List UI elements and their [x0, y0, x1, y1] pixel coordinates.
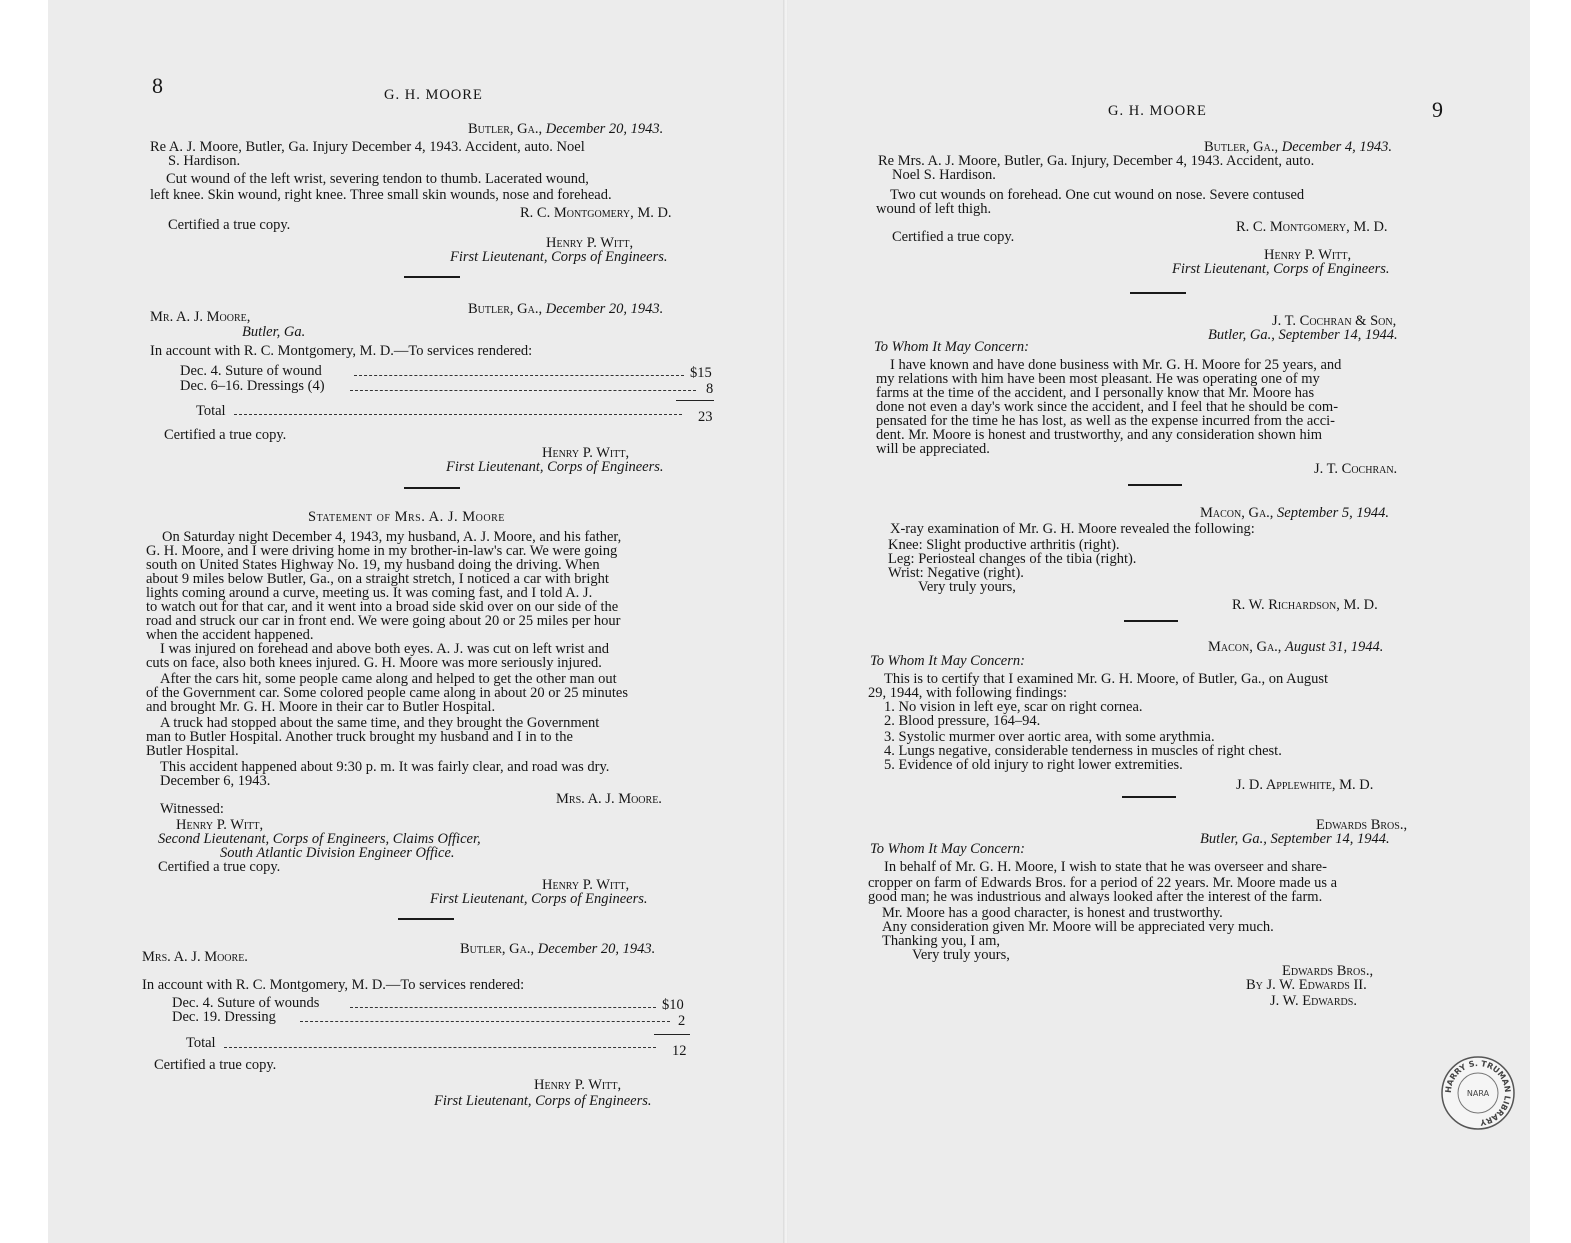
firm-name: Edwards Bros.,	[1316, 817, 1408, 833]
addressee: Mr. A. J. Moore,	[150, 309, 251, 325]
re-line-cont: Noel S. Hardison.	[892, 167, 996, 183]
statement-line: and brought Mr. G. H. Moore in their car to Butler Hospital.	[146, 699, 496, 715]
officer-title: First Lieutenant, Corps of Engineers.	[446, 459, 664, 475]
re-line: Re A. J. Moore, Butler, Ga. Injury December 4, 1943. Accident, auto. Noel	[150, 139, 585, 155]
account-line: In account with R. C. Montgomery, M. D.—To services rendered:	[150, 343, 533, 359]
witness-title: Second Lieutenant, Corps of Engineers, Claims Officer,	[158, 831, 481, 847]
letter-line: Thanking you, I am,	[882, 933, 1000, 949]
officer-name: Henry P. Witt,	[1264, 247, 1352, 263]
letter-line: I have known and have done business with Mr. G. H. Moore for 25 years, and	[890, 357, 1342, 373]
letter-line: good man; he was industrious and always looked after the interest of the farm.	[868, 889, 1323, 905]
dot-leader	[350, 1007, 656, 1008]
finding-line: Knee: Slight productive arthritis (right).	[888, 537, 1120, 553]
signer: J. D. Applewhite, M. D.	[1236, 777, 1374, 793]
salutation: To Whom It May Concern:	[870, 841, 1025, 857]
statement-line: This accident happened about 9:30 p. m. It was fairly clear, and road was dry.	[160, 759, 610, 775]
officer-name: Henry P. Witt,	[542, 445, 630, 461]
letter-line: Any consideration given Mr. Moore will be appreciated very much.	[882, 919, 1274, 935]
stamp-center-text: NARA	[1466, 1089, 1490, 1098]
officer-title: First Lieutenant, Corps of Engineers.	[1172, 261, 1390, 277]
finding-line: 1. No vision in left eye, scar on right cornea.	[884, 699, 1143, 715]
signer: R. C. Montgomery, M. D.	[520, 205, 672, 221]
right-page	[788, 0, 1530, 1243]
letter-line: farms at the time of the accident, and I personally know that Mr. Moore has	[876, 385, 1315, 401]
separator-rule	[1124, 620, 1178, 622]
statement-line: road and struck our car in front end. We were going about 20 or 25 miles per hour	[146, 613, 621, 629]
closing: Very truly yours,	[912, 947, 1010, 963]
signer: J. T. Cochran.	[1314, 461, 1398, 477]
dateline: Butler, Ga., September 14, 1944.	[1200, 831, 1390, 847]
separator-rule	[1122, 796, 1176, 798]
re-line-cont: S. Hardison.	[168, 153, 241, 169]
dateline: Butler, Ga., December 20, 1943.	[460, 941, 656, 957]
running-head: G. H. MOORE	[384, 87, 483, 103]
statement-signer: Mrs. A. J. Moore.	[556, 791, 662, 807]
dot-leader	[234, 414, 682, 415]
separator-rule	[1130, 292, 1186, 294]
bill-item-amount: $15	[690, 365, 712, 381]
total-label: Total	[196, 403, 226, 419]
finding-line: Leg: Periosteal changes of the tibia (right).	[888, 551, 1137, 567]
statement-line: when the accident happened.	[146, 627, 314, 643]
total-label: Total	[186, 1035, 216, 1051]
total-amount: 23	[698, 409, 713, 425]
certified-note: Certified a true copy.	[154, 1057, 277, 1073]
officer-name: Henry P. Witt,	[542, 877, 630, 893]
separator-rule	[1128, 484, 1182, 486]
address: Butler, Ga.	[242, 324, 306, 340]
statement-line: G. H. Moore, and I were driving home in my brother-in-law's car. We were going	[146, 543, 618, 559]
letter-line: 29, 1944, with following findings:	[868, 685, 1067, 701]
dot-leader	[300, 1021, 670, 1022]
statement-line: December 6, 1943.	[160, 773, 271, 789]
statement-line: I was injured on forehead and above both eyes. A. J. was cut on left wrist and	[160, 641, 609, 657]
addressee: Mrs. A. J. Moore.	[142, 949, 248, 965]
total-amount: 12	[672, 1043, 687, 1059]
bill-item-amount: $10	[662, 997, 684, 1013]
officer-name: Henry P. Witt,	[534, 1077, 622, 1093]
statement-line: man to Butler Hospital. Another truck brought my husband and I in to the	[146, 729, 573, 745]
letter-line: In behalf of Mr. G. H. Moore, I wish to state that he was overseer and share-	[884, 859, 1327, 875]
body-text: wound of left thigh.	[876, 201, 992, 217]
letter-line: my relations with him have been most pleasant. He was operating one of my	[876, 371, 1320, 387]
bill-item-label: Dec. 4. Suture of wound	[180, 363, 322, 379]
certified-note: Certified a true copy.	[892, 229, 1015, 245]
certified-note: Certified a true copy.	[158, 859, 281, 875]
witness-title: South Atlantic Division Engineer Office.	[220, 845, 455, 861]
running-head: G. H. MOORE	[1108, 103, 1207, 119]
finding-line: 4. Lungs negative, considerable tenderness in muscles of right chest.	[884, 743, 1282, 759]
officer-name: Henry P. Witt,	[546, 235, 634, 251]
statement-line: cuts on face, also both knees injured. G. H. Moore was more seriously injured.	[146, 655, 602, 671]
bill-item-label: Dec. 6–16. Dressings (4)	[180, 378, 325, 394]
page-number: 9	[1432, 97, 1443, 122]
stamp-text: HARRY S. TRUMAN LIBRARY	[1443, 1058, 1513, 1127]
finding-line: Wrist: Negative (right).	[888, 565, 1024, 581]
statement-line: lights coming around a curve, meeting us. It was coming fast, and I told A. J.	[146, 585, 593, 601]
bill-item-label: Dec. 4. Suture of wounds	[172, 995, 320, 1011]
letter-line: This is to certify that I examined Mr. G. H. Moore, of Butler, Ga., on August	[884, 671, 1329, 687]
sum-line	[676, 400, 714, 401]
dot-leader	[354, 375, 684, 376]
statement-line: Butler Hospital.	[146, 743, 239, 759]
archive-stamp	[1440, 1055, 1516, 1131]
dateline: Butler, Ga., December 20, 1943.	[468, 301, 664, 317]
separator-rule	[398, 918, 454, 920]
salutation: To Whom It May Concern:	[874, 339, 1029, 355]
finding-line: 2. Blood pressure, 164–94.	[884, 713, 1041, 729]
letter-line: pensated for the time he has lost, as well as the expense incurred from the acci-	[876, 413, 1335, 429]
dateline: Butler, Ga., December 20, 1943.	[468, 121, 664, 137]
dateline: Macon, Ga., August 31, 1944.	[1208, 639, 1384, 655]
letter-line: Mr. Moore has a good character, is honest and trustworthy.	[882, 905, 1223, 921]
dateline: Butler, Ga., December 4, 1943.	[1204, 139, 1393, 155]
finding-line: 5. Evidence of old injury to right lower extremities.	[884, 757, 1183, 773]
officer-title: First Lieutenant, Corps of Engineers.	[450, 249, 668, 265]
firm-name: J. T. Cochran & Son,	[1272, 313, 1397, 329]
officer-title: First Lieutenant, Corps of Engineers.	[434, 1093, 652, 1109]
bill-item-amount: 8	[706, 381, 714, 397]
body-text: Cut wound of the left wrist, severing tendon to thumb. Lacerated wound,	[166, 171, 589, 187]
dateline: Macon, Ga., September 5, 1944.	[1200, 505, 1389, 521]
salutation: To Whom It May Concern:	[870, 653, 1025, 669]
letter-line: X-ray examination of Mr. G. H. Moore revealed the following:	[890, 521, 1255, 537]
signer: J. W. Edwards.	[1270, 993, 1357, 1009]
witness-name: Henry P. Witt,	[176, 817, 264, 833]
page-number: 8	[152, 73, 163, 98]
signer: By J. W. Edwards II.	[1246, 977, 1367, 993]
signer: Edwards Bros.,	[1282, 963, 1374, 979]
body-text: left knee. Skin wound, right knee. Three small skin wounds, nose and forehead.	[150, 187, 612, 203]
certified-note: Certified a true copy.	[168, 217, 291, 233]
dateline: Butler, Ga., September 14, 1944.	[1208, 327, 1398, 343]
statement-line: south on United States Highway No. 19, my husband doing the driving. When	[146, 557, 600, 573]
dot-leader	[350, 390, 696, 391]
separator-rule	[404, 276, 460, 278]
separator-rule	[404, 487, 460, 489]
signer: R. W. Richardson, M. D.	[1232, 597, 1378, 613]
closing: Very truly yours,	[918, 579, 1016, 595]
statement-line: about 9 miles below Butler, Ga., on a straight stretch, I noticed a car with bright	[146, 571, 609, 587]
statement-line: On Saturday night December 4, 1943, my husband, A. J. Moore, and his father,	[162, 529, 622, 545]
re-line: Re Mrs. A. J. Moore, Butler, Ga. Injury, December 4, 1943. Accident, auto.	[878, 153, 1315, 169]
letter-line: dent. Mr. Moore is honest and trustworthy, and any consideration shown him	[876, 427, 1323, 443]
account-line: In account with R. C. Montgomery, M. D.—To services rendered:	[142, 977, 525, 993]
letter-line: cropper on farm of Edwards Bros. for a period of 22 years. Mr. Moore made us a	[868, 875, 1338, 891]
officer-title: First Lieutenant, Corps of Engineers.	[430, 891, 648, 907]
witnessed-label: Witnessed:	[160, 801, 224, 817]
statement-heading: Statement of Mrs. A. J. Moore	[308, 509, 505, 525]
statement-line: After the cars hit, some people came along and helped to get the other man out	[160, 671, 617, 687]
dot-leader	[224, 1047, 656, 1048]
statement-line: A truck had stopped about the same time, and they brought the Government	[160, 715, 600, 731]
certified-note: Certified a true copy.	[164, 427, 287, 443]
left-page	[48, 0, 783, 1243]
bill-item-label: Dec. 19. Dressing	[172, 1009, 276, 1025]
body-text: Two cut wounds on forehead. One cut wound on nose. Severe contused	[890, 187, 1305, 203]
finding-line: 3. Systolic murmer over aortic area, with some arythmia.	[884, 729, 1215, 745]
sum-line	[654, 1034, 690, 1035]
letter-line: done not even a day's work since the accident, and I feel that he should be com-	[876, 399, 1339, 415]
statement-line: of the Government car. Some colored people came along in about 20 or 25 minutes	[146, 685, 628, 701]
signer: R. C. Montgomery, M. D.	[1236, 219, 1388, 235]
bill-item-amount: 2	[678, 1013, 686, 1029]
statement-line: to watch out for that car, and it went into a broad side skid over on our side of the	[146, 599, 619, 615]
letter-line: will be appreciated.	[876, 441, 990, 457]
